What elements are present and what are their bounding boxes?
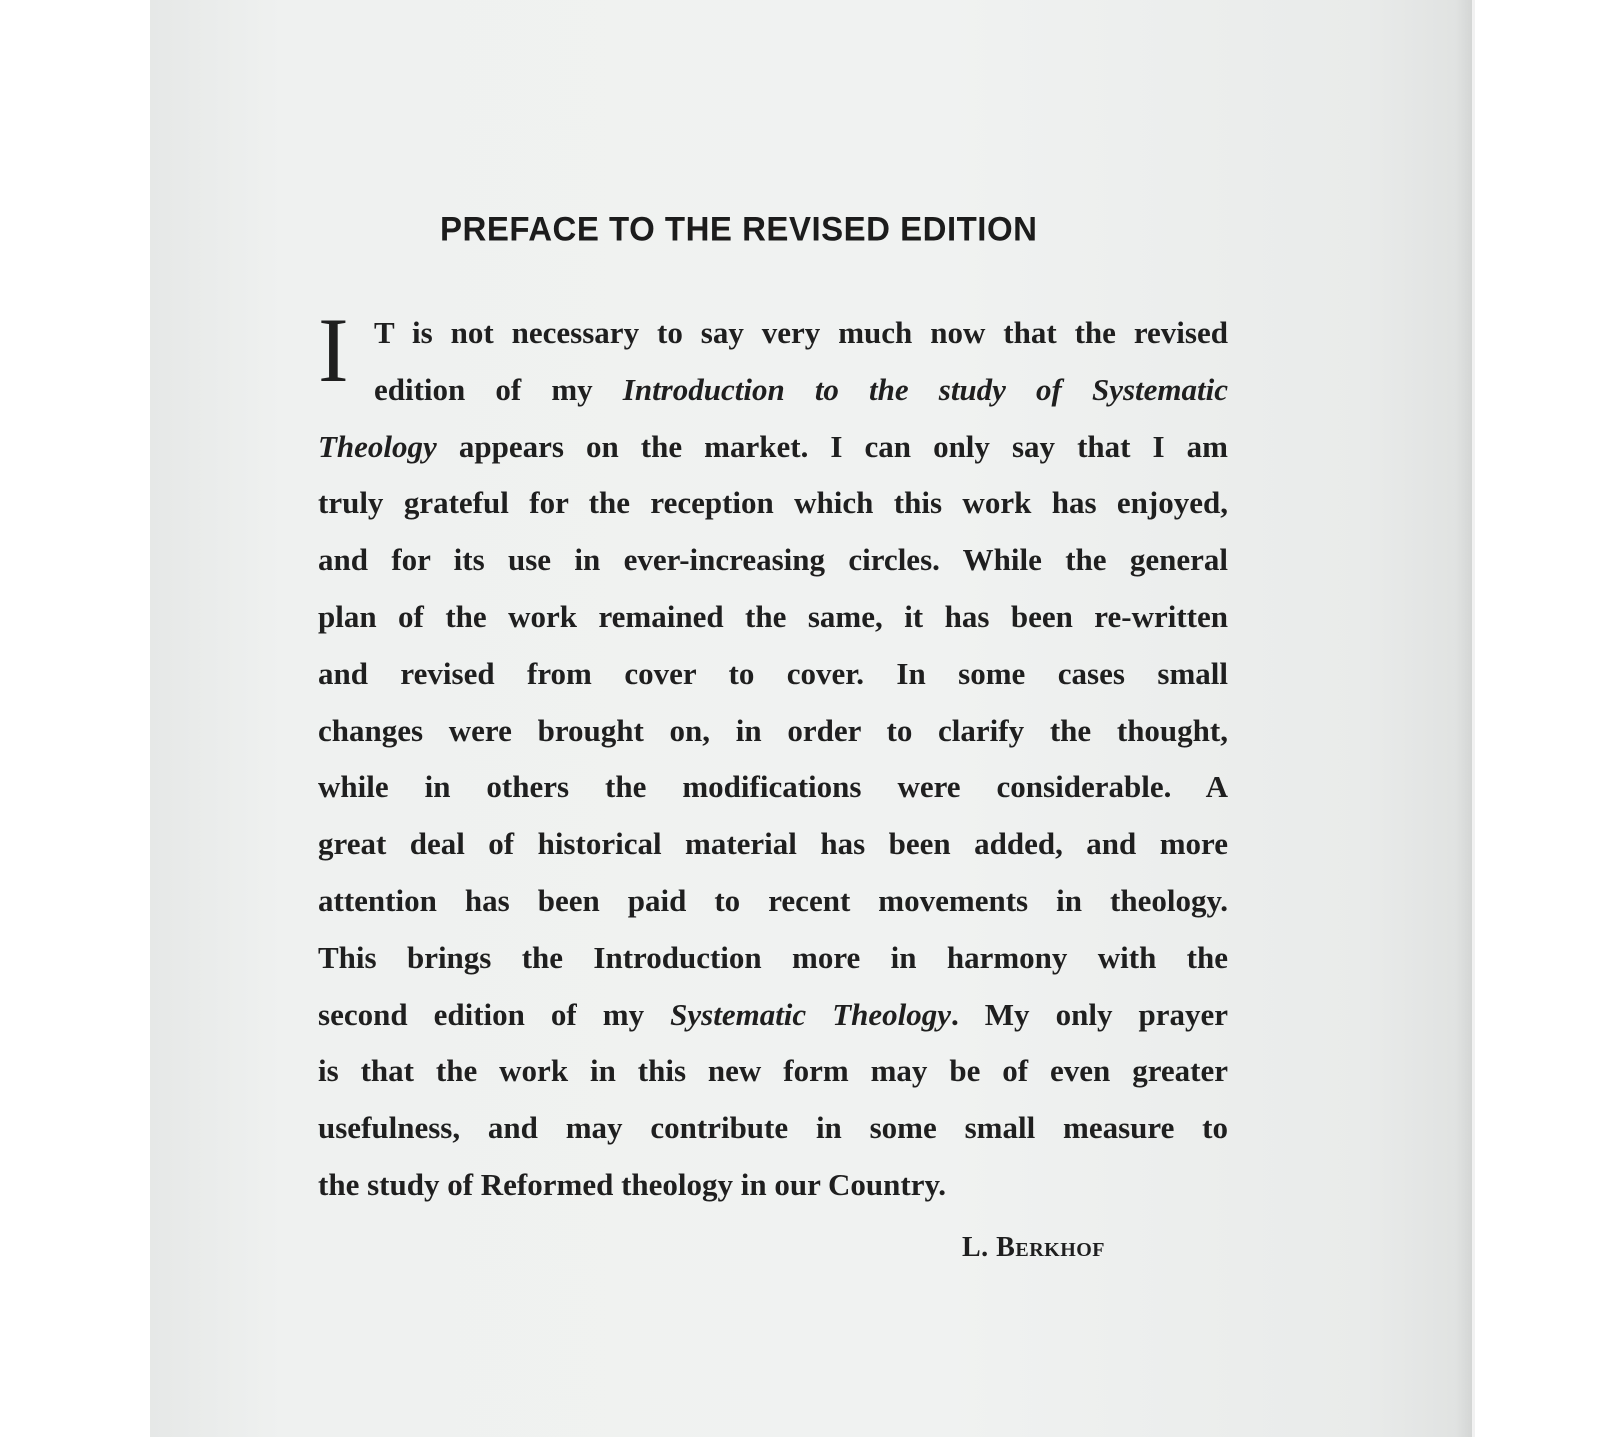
book-title-italic: Introduction to the study of Systematic — [622, 371, 1228, 407]
line-text — [374, 362, 1228, 419]
text-line-12 — [318, 930, 1228, 987]
book-title-italic: Systematic Theology — [670, 996, 952, 1032]
text-line-3 — [318, 419, 1228, 476]
preface-heading: PREFACE TO THE REVISED EDITION — [440, 209, 1038, 248]
book-title-italic: Theology — [318, 428, 437, 464]
text-line-6 — [318, 589, 1228, 646]
text-line-13 — [318, 987, 1228, 1044]
drop-cap: I — [318, 299, 349, 401]
text-line-14 — [318, 1043, 1228, 1100]
text-line-15 — [318, 1100, 1228, 1157]
line-segment: second edition of my — [318, 996, 671, 1032]
text-line-5 — [318, 532, 1228, 589]
line-text: T is not necessary to say very much now that the revised — [374, 315, 1228, 350]
line-text: attention has been paid to recent movements in theology. — [318, 882, 1228, 918]
line-text: the study of Reformed theology in our Country. — [318, 1166, 947, 1202]
author-signature: L. Berkhof — [962, 1232, 1106, 1263]
line-text — [318, 419, 1228, 476]
text-line-11 — [318, 873, 1228, 930]
line-segment: appears on the market. I can only say that I am — [436, 428, 1228, 464]
page-edge-shadow — [1455, 0, 1475, 1437]
text-line-10 — [318, 816, 1228, 873]
line-text: plan of the work remained the same, it has been re-written — [318, 598, 1228, 634]
text-line-4 — [318, 475, 1228, 532]
line-text: and for its use in ever-increasing circles. While the general — [318, 542, 1228, 578]
text-line-8 — [318, 703, 1228, 760]
line-text: while in others the modifications were considerable. A — [318, 769, 1228, 805]
text-line-7 — [318, 646, 1228, 703]
line-segment: . My only prayer — [951, 996, 1228, 1032]
line-segment: edition of my — [374, 371, 623, 407]
line-text: changes were brought on, in order to clarify the thought, — [318, 712, 1228, 748]
line-text — [318, 987, 1228, 1044]
text-line-16 — [318, 1157, 1228, 1214]
line-text: great deal of historical material has been added, and more — [318, 826, 1228, 862]
text-line-9 — [318, 759, 1228, 816]
line-text: truly grateful for the reception which this work has enjoyed, — [318, 485, 1228, 521]
line-text: This brings the Introduction more in harmony with the — [318, 939, 1228, 975]
line-text: and revised from cover to cover. In some cases small — [318, 655, 1228, 691]
line-text: usefulness, and may contribute in some small measure to — [318, 1110, 1228, 1146]
line-text: is that the work in this new form may be of even greater — [318, 1053, 1228, 1089]
text-line-2 — [318, 362, 1228, 419]
preface-body — [318, 299, 1228, 1214]
text-line-1 — [318, 305, 1228, 362]
